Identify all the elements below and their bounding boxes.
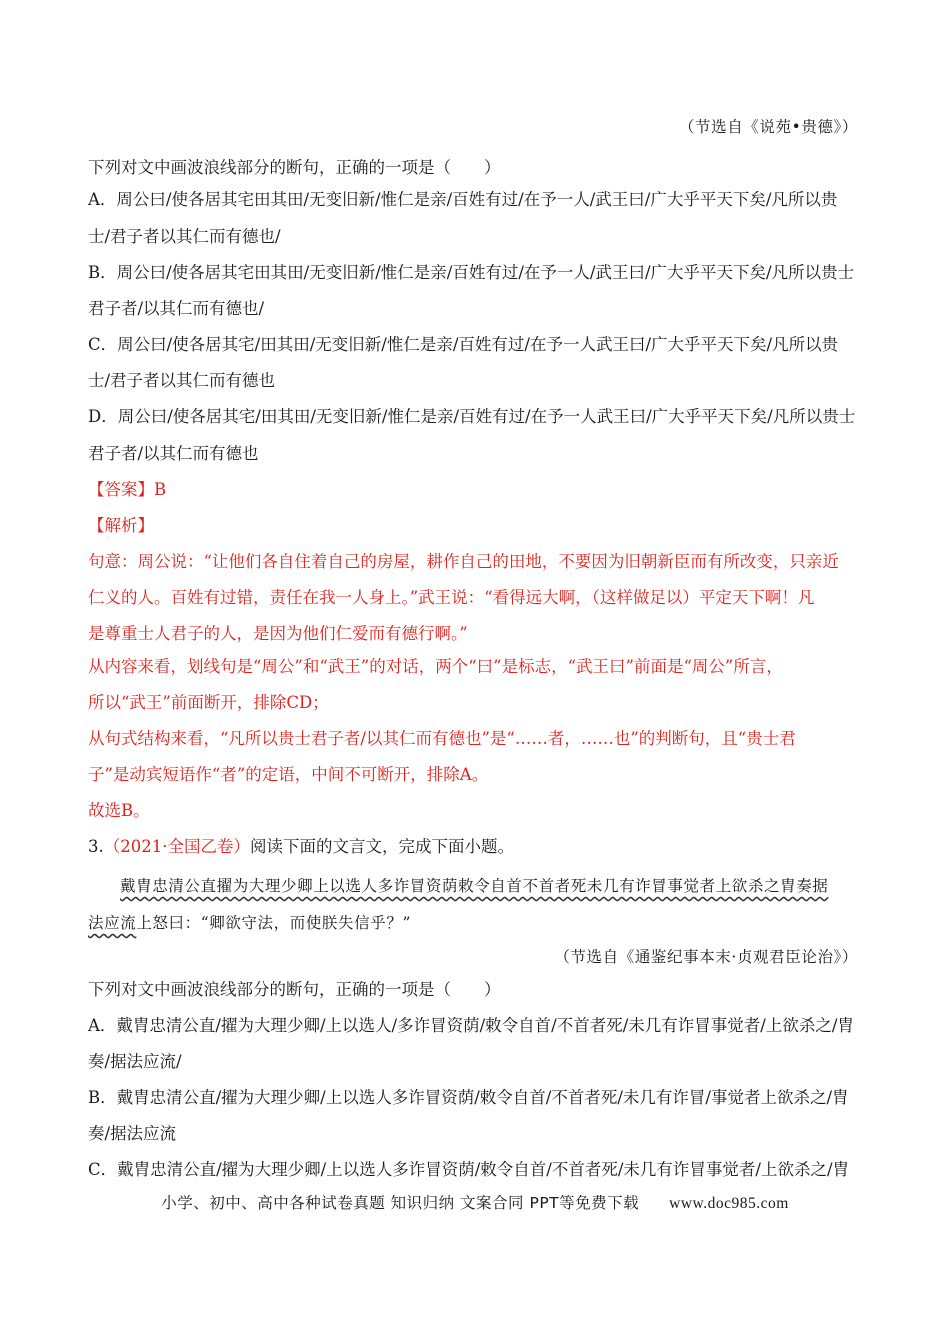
explanation-line-3: 是尊重士人君子的人，是因为他们仁爱而有德行啊。” xyxy=(88,624,468,643)
q3-option-b-line1: B．戴胄忠清公直/擢为大理少卿/上以选人多诈冒资荫/敕令自首/不首者死/未几有诈冒/事觉者上欲杀之/胄 xyxy=(88,1088,849,1107)
option-a-line1: A．周公曰/使各居其宅田其田/无变旧新/惟仁是亲/百姓有过/在予一人/武王曰/广大乎平天下矣/凡所以贵 xyxy=(88,190,838,209)
question-intro: 阅读下面的文言文，完成下面小题。 xyxy=(250,837,514,856)
q3-option-a-line1: A．戴胄忠清公直/擢为大理少卿/上以选人/多诈冒资荫/敕令自首/不首者死/未几有诈冒事觉者/上欲杀之/胄 xyxy=(88,1016,854,1035)
answer-label: 【答案】 xyxy=(88,480,154,499)
option-c-line2: 士/君子者以其仁而有德也 xyxy=(88,371,276,390)
passage-line-1 xyxy=(88,875,900,897)
page-footer xyxy=(0,1191,950,1213)
explanation-line-2: 仁义的人。百姓有过错，责任在我一人身上。”武王说：“看得远大啊，（这样做足以）平定天下啊！凡 xyxy=(88,588,815,607)
option-b-line1: B．周公曰/使各居其宅田其田/无变旧新/惟仁是亲/百姓有过/在予一人/武王曰/广大乎平天下矣/凡所以贵士 xyxy=(88,263,855,282)
explanation-line-5: 所以“武王”前面断开，排除CD； xyxy=(88,693,329,712)
question-number: 3. xyxy=(88,837,104,856)
explanation-line-6: 从句式结构来看，“凡所以贵士君子者/以其仁而有德也”是“……者，……也”的判断句，且“贵士君 xyxy=(88,729,796,748)
passage-line-2 xyxy=(88,912,868,934)
passage-rest: 上怒曰：“卿欲守法，而使朕失信乎？” xyxy=(136,914,411,932)
option-d-line1: D．周公曰/使各居其宅/田其田/无变旧新/惟仁是亲/百姓有过/在予一人武王曰/广大乎平天下矣/凡所以贵士 xyxy=(88,407,856,426)
question-prompt: 下列对文中画波浪线部分的断句，正确的一项是（ ） xyxy=(88,158,501,177)
explanation-line-7: 子”是动宾短语作“者”的定语，中间不可断开，排除A。 xyxy=(88,765,489,784)
q3-option-b-line2: 奏/据法应流 xyxy=(88,1124,177,1143)
option-c-line1: C．周公曰/使各居其宅/田其田/无变旧新/惟仁是亲/百姓有过/在予一人武王曰/广大乎平天下矣/凡所以贵 xyxy=(88,335,839,354)
passage-wavy-text: 戴胄忠清公直擢为大理少卿上以选人多诈冒资荫敕令自首不首者死未几有诈冒事觉者上欲杀之胄奏据 xyxy=(120,877,829,895)
footer-url[interactable]: www.doc985.com xyxy=(669,1195,789,1212)
footer-text: 小学、初中、高中各种试卷真题 知识归纳 文案合同 PPT等免费下载 xyxy=(161,1194,640,1212)
q3-option-c-line1: C．戴胄忠清公直/擢为大理少卿/上以选人多诈冒资荫/敕令自首/不首者死/未几有诈冒事觉者/上欲杀之/胄 xyxy=(88,1160,850,1179)
passage-source: （节选自《通鉴纪事本末·贞观君臣论治》） xyxy=(554,948,858,966)
q3-option-a-line2: 奏/据法应流/ xyxy=(88,1052,182,1071)
explanation-line-4: 从内容来看，划线句是“周公”和“武王”的对话，两个“曰”是标志，“武王曰”前面是“周公”所言， xyxy=(88,657,783,676)
answer-line xyxy=(88,479,868,501)
answer-value: B xyxy=(154,480,167,499)
analysis-label: 【解析】 xyxy=(88,516,154,535)
passage-wavy-end: 法应流 xyxy=(88,914,137,932)
explanation-line-8: 故选B。 xyxy=(88,801,150,820)
question-3-prompt: 下列对文中画波浪线部分的断句，正确的一项是（ ） xyxy=(88,980,501,999)
source-citation: （节选自《说苑•贵德》） xyxy=(678,118,858,136)
option-a-line2: 士/君子者以其仁而有德也/ xyxy=(88,227,281,246)
explanation-line-1: 句意：周公说：“让他们各自住着自己的房屋，耕作自己的田地，不要因为旧朝新臣而有所改变，只亲近 xyxy=(88,552,839,571)
question-source-tag: （2021·全国乙卷） xyxy=(103,837,250,856)
option-d-line2: 君子者/以其仁而有德也 xyxy=(88,444,259,463)
option-b-line2: 君子者/以其仁而有德也/ xyxy=(88,299,265,318)
question-3-header xyxy=(88,836,868,858)
